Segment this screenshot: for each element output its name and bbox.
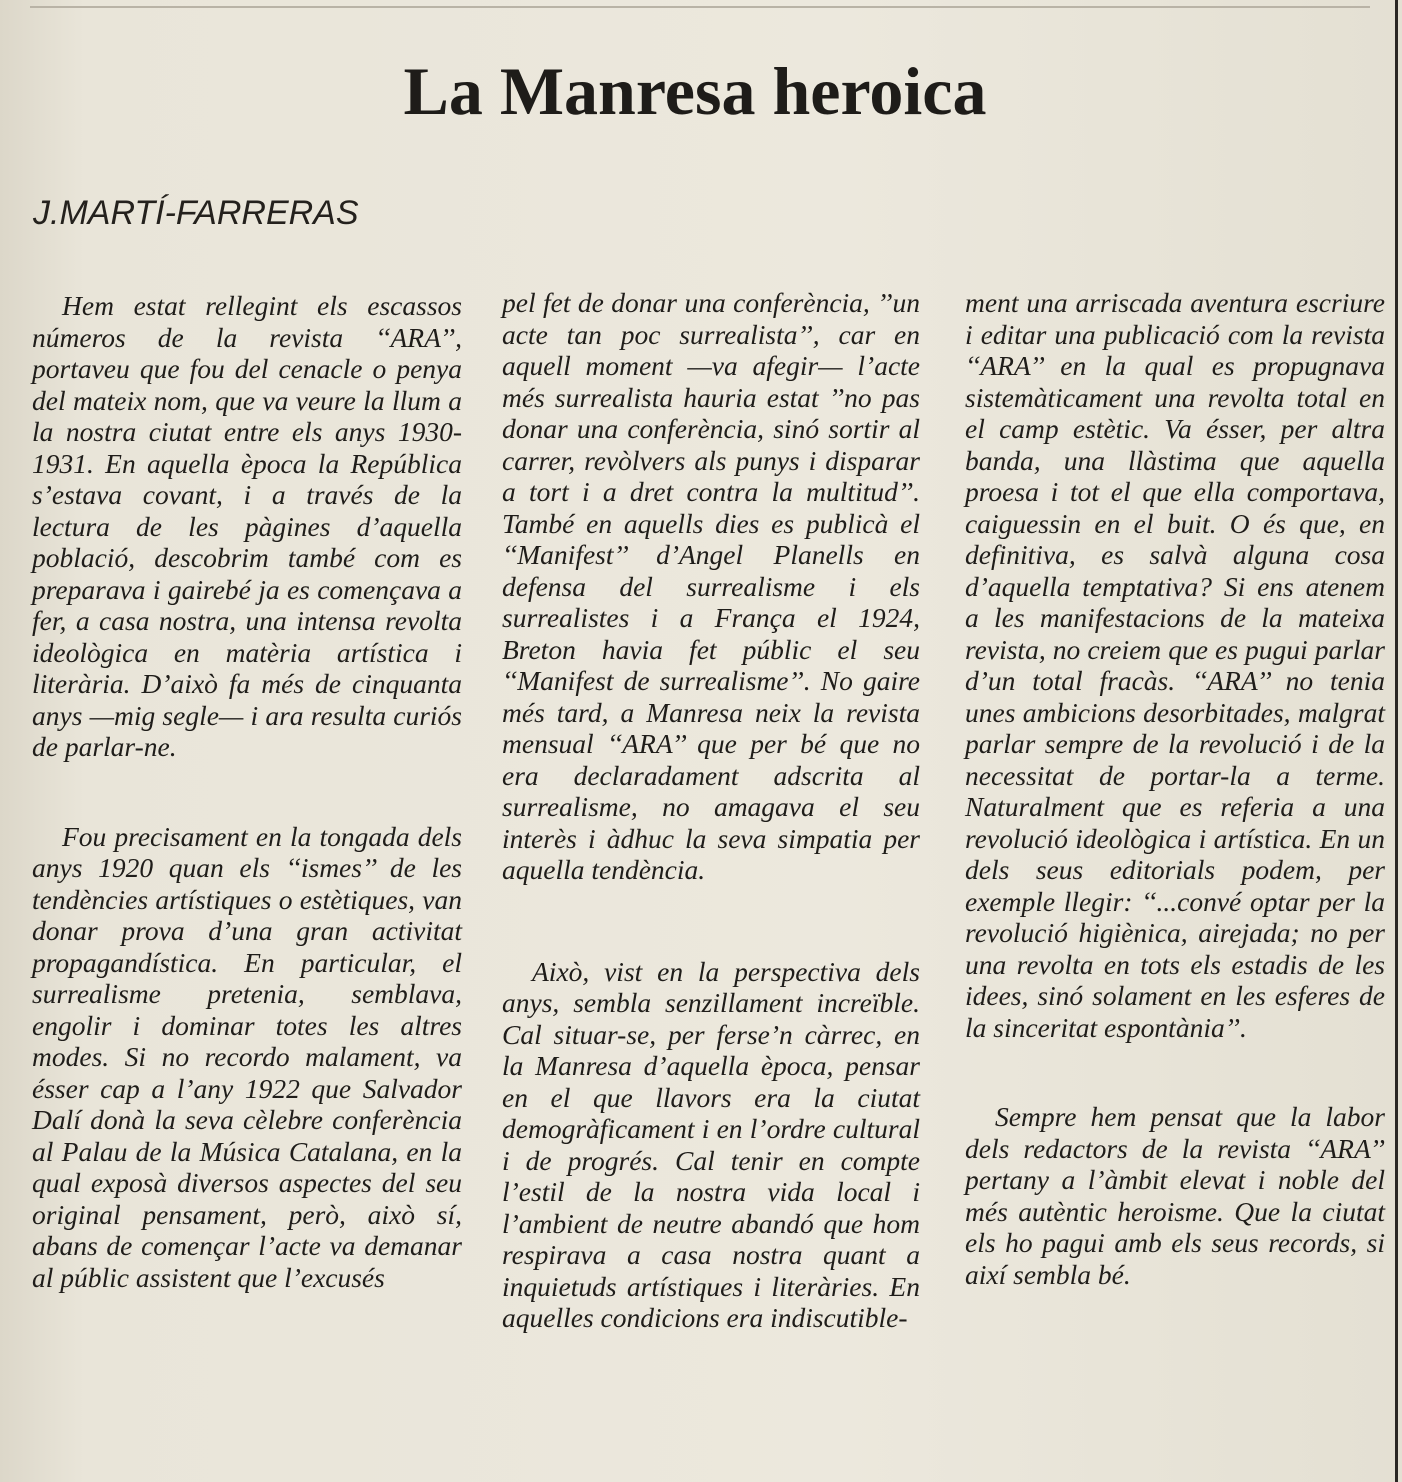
paragraph-3: Això, vist en la perspectiva dels anys, sembla senzillament increïble. Cal situar-se, per ferse’n càrrec, en la Manresa d’aquella època, pensar en el que llavors era la ciutat demogràficament i en l’ordre cultural i de progrés. Cal tenir en compte l’estil de la nostra vida local i l’ambient de neutre abandó que hom respirava a casa nostra quant a inquietuds artístiques i literàries. En aquelles condicions era indiscutible- (502, 955, 920, 1333)
column-2 (502, 287, 920, 1334)
top-rule (30, 6, 1370, 8)
paragraph-gap (965, 1043, 1385, 1101)
paragraph-1: Hem estat rellegint els escassos números de la revista ‘‘ARA’’, portaveu que fou del cenacle o penya del mateix nom, que va veure la llum a la nostra ciutat entre els anys 1930-1931. En aquella època la República s’estava covant, i a través de la lectura de les pàgines d’aquella població, descobrim també com es preparava i gairebé ja es començava a fer, a casa nostra, una intensa revolta ideològica en matèria artística i literària. D’això fa més de cinquanta anys —mig segle— i ara resulta curiós de parlar-ne. (32, 290, 462, 762)
article-byline: J.MARTÍ-FARRERAS (33, 194, 359, 232)
paragraph-2-continued: pel fet de donar una conferència, ’’un acte tan poc surrealista’’, car en aquell moment —va afegir— l’acte més surrealista hauria estat ’’no pas donar una conferència, sinó sortir al carrer, revòlvers als punys i disparar a tort i a dret contra la multitud’’. També en aquells dies es publicà el ‘‘Manifest’’ d’Angel Planells en defensa del surrealisme i els surrealistes i a França el 1924, Breton havia fet públic el seu ‘‘Manifest de surrealisme’’. No gaire més tard, a Manresa neix la revista mensual ‘‘ARA’’ que per bé que no era declaradament adscrita al surrealisme, no amagava el seu interès i àdhuc la seva simpatia per aquella tendència. (502, 287, 920, 885)
paragraph-3-continued: ment una arriscada aventura escriure i editar una publicació com la revista ‘‘ARA’’ en la qual es propugnava sistemàticament una revolta total en el camp estètic. Va ésser, per altra banda, una llàstima que aquella proesa i tot el que ella comportava, caiguessin en el buit. O és que, en definitiva, es salvà alguna cosa d’aquella temptativa? Si ens atenem a les manifestacions de la mateixa revista, no creiem que es pugui parlar d’un total fracàs. ‘‘ARA’’ no tenia unes ambicions desorbitades, malgrat parlar sempre de la revolució i de la necessitat de portar-la a terme. Naturalment que es referia a una revolució ideològica i artística. En un dels seus editorials podem, per exemple llegir: ‘‘...convé optar per la revolució higiènica, airejada; no per una revolta en tots els estadis de les idees, sinó solament en les esferes de la sinceritat espontània’’. (965, 287, 1385, 1043)
paragraph-gap (32, 763, 462, 821)
paragraph-2: Fou precisament en la tongada dels anys 1920 quan els ‘‘ismes’’ de les tendències artístiques o estètiques, van donar prova d’una gran activitat propagandística. En particular, el surrealisme pretenia, semblava, engolir i dominar totes les altres modes. Si no recordo malament, va ésser cap a l’any 1922 que Salvador Dalí donà la seva cèlebre conferència al Palau de la Música Catalana, en la qual exposà diversos aspectes del seu original pensament, però, això sí, abans de començar l’acte va demanar al públic assistent que l’excusés (32, 820, 462, 1293)
column-1 (32, 290, 462, 1293)
column-3 (965, 287, 1385, 1290)
article-title: La Manresa heroica (403, 53, 987, 129)
paragraph-4: Sempre hem pensat que la labor dels redactors de la revista ‘‘ARA’’ pertany a l’àmbit elevat i noble del més autèntic heroisme. Que la ciutat els ho pagui amb els seus records, si així sembla bé. (965, 1101, 1385, 1290)
paragraph-gap (502, 886, 920, 956)
right-column-rule (1395, 0, 1398, 1482)
